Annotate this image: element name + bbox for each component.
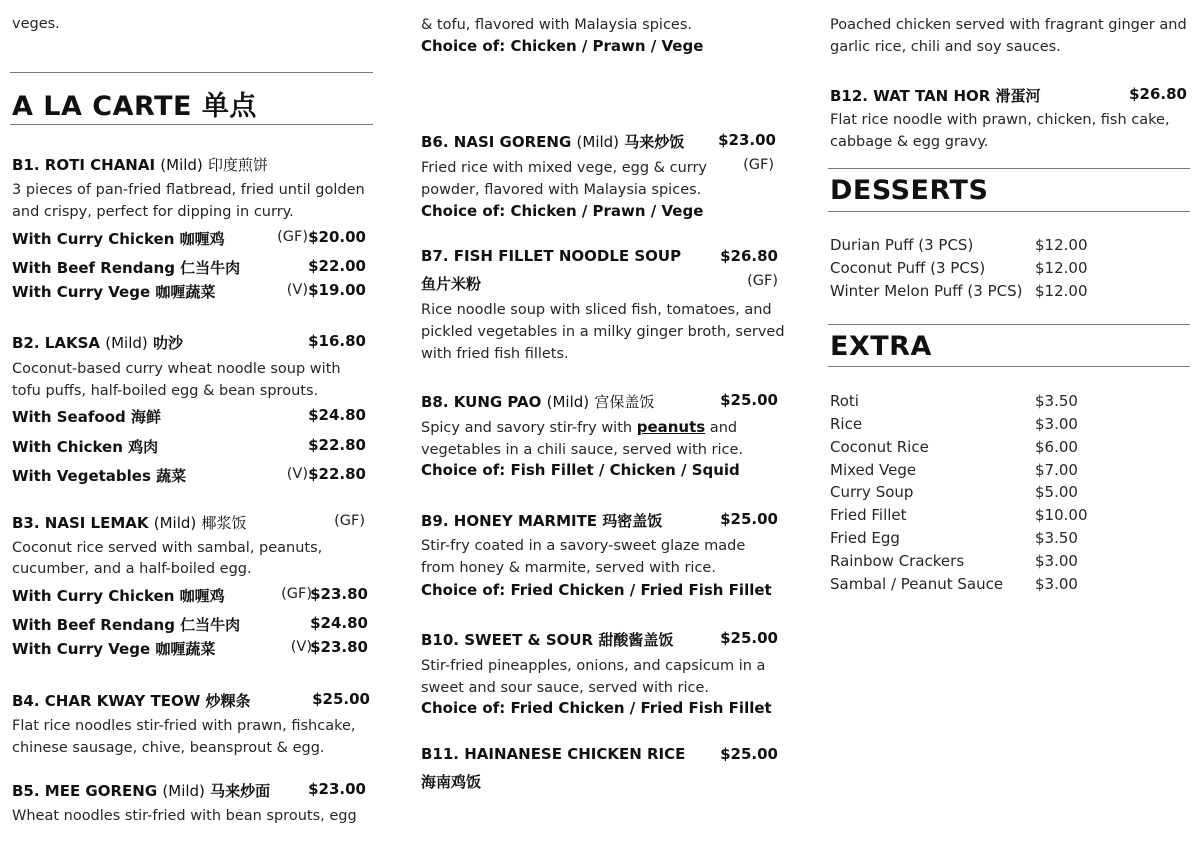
dessert-price: $12.00: [1035, 282, 1088, 300]
dietary-tag: (GF): [281, 586, 312, 602]
dietary-tag: (V): [290, 639, 312, 655]
extra-price: $10.00: [1035, 506, 1088, 524]
item-desc-b2: Coconut-based curry wheat noodle soup with: [12, 361, 341, 377]
dessert-name: Durian Puff (3 PCS): [830, 236, 974, 254]
item-price-b10: $25.00: [720, 629, 778, 647]
extra-name: Fried Fillet: [830, 506, 907, 524]
item-desc-b10: Stir-fried pineapples, onions, and capsicum in a: [421, 658, 766, 674]
item-desc-b6: powder, flavored with Malaysia spices.: [421, 182, 702, 198]
option-price: $22.00: [308, 257, 366, 275]
extra-price: $3.00: [1035, 575, 1078, 593]
item-choice: Choice of: Chicken / Prawn / Vege: [421, 202, 704, 220]
item-title-b2: B2. LAKSA (Mild) 叻沙: [12, 334, 183, 352]
item-desc-b1: 3 pieces of pan-fried flatbread, fried until golden: [12, 182, 365, 198]
extra-name: Mixed Vege: [830, 461, 917, 479]
extra-name: Sambal / Peanut Sauce: [830, 575, 1004, 593]
item-desc-b9: from honey & marmite, served with rice.: [421, 560, 716, 576]
item-price-b7: $26.80: [720, 247, 778, 265]
item-desc-b12: Flat rice noodle with prawn, chicken, fish cake,: [830, 112, 1170, 128]
divider: [828, 324, 1190, 325]
extra-price: $3.50: [1035, 392, 1078, 410]
item-choice: Choice of: Fish Fillet / Chicken / Squid: [421, 461, 740, 479]
item-desc-b3: Coconut rice served with sambal, peanuts,: [12, 540, 323, 556]
item-title-b6: B6. NASI GORENG (Mild) 马来炒饭: [421, 133, 685, 151]
item-price-b5: $23.00: [308, 780, 366, 798]
item-title-b9: B9. HONEY MARMITE 玛密盖饭: [421, 512, 663, 530]
dietary-tag: (V): [286, 282, 308, 298]
item-price-b4: $25.00: [312, 690, 370, 708]
item-title-cn-b7: 鱼片米粉: [421, 275, 482, 293]
option-price: $24.80: [308, 406, 366, 424]
divider: [10, 124, 373, 125]
allergen-keyword: peanuts: [636, 418, 706, 436]
option-label: With Beef Rendang 仁当牛肉: [12, 616, 241, 634]
option-label: With Curry Chicken 咖喱鸡: [12, 587, 225, 605]
dietary-tag: (GF): [747, 273, 778, 289]
extra-name: Rainbow Crackers: [830, 552, 965, 570]
item-title-b12: B12. WAT TAN HOR 滑蛋河: [830, 87, 1041, 105]
option-label: With Chicken 鸡肉: [12, 438, 159, 456]
option-label: With Curry Chicken 咖喱鸡: [12, 230, 225, 248]
dietary-tag: (GF): [334, 513, 365, 529]
item-price-b9: $25.00: [720, 510, 778, 528]
option-label: With Seafood 海鲜: [12, 408, 161, 426]
extra-name: Fried Egg: [830, 529, 900, 547]
item-choice: Choice of: Chicken / Prawn / Vege: [421, 37, 704, 55]
item-desc-b7: pickled vegetables in a milky ginger broth, served: [421, 324, 785, 340]
item-title-b1: B1. ROTI CHANAI (Mild) 印度煎饼: [12, 156, 269, 174]
item-price-b8: $25.00: [720, 391, 778, 409]
item-desc-b10: sweet and sour sauce, served with rice.: [421, 680, 709, 696]
item-desc-b5: Wheat noodles stir-fried with bean sprouts, egg: [12, 808, 357, 824]
item-price-b6: $23.00: [718, 131, 776, 149]
option-price: $22.80: [308, 436, 366, 454]
divider: [10, 72, 373, 73]
option-label: With Beef Rendang 仁当牛肉: [12, 259, 241, 277]
dietary-tag: (GF): [277, 229, 308, 245]
item-title-b5: B5. MEE GORENG (Mild) 马来炒面: [12, 782, 271, 800]
dessert-name: Winter Melon Puff (3 PCS): [830, 282, 1023, 300]
item-title-b10: B10. SWEET & SOUR 甜酸酱盖饭: [421, 631, 674, 649]
extra-name: Rice: [830, 415, 863, 433]
item-title-b4: B4. CHAR KWAY TEOW 炒粿条: [12, 692, 251, 710]
item-desc-b6: Fried rice with mixed vege, egg & curry: [421, 160, 708, 176]
extra-price: $3.50: [1035, 529, 1078, 547]
extra-name: Roti: [830, 392, 859, 410]
item-choice: Choice of: Fried Chicken / Fried Fish Fillet: [421, 581, 772, 599]
dietary-tag: (V): [286, 466, 308, 482]
item-title-cn-b11: 海南鸡饭: [421, 773, 482, 791]
item-desc-b4: Flat rice noodles stir-fried with prawn, fishcake,: [12, 718, 356, 734]
item-desc-b7: Rice noodle soup with sliced fish, tomatoes, and: [421, 302, 772, 318]
dessert-name: Coconut Puff (3 PCS): [830, 259, 986, 277]
item-title-b3: B3. NASI LEMAK (Mild) 椰浆饭: [12, 514, 247, 532]
extra-name: Curry Soup: [830, 483, 914, 501]
extra-price: $3.00: [1035, 552, 1078, 570]
item-desc-b2: tofu puffs, half-boiled egg & bean sprouts.: [12, 383, 319, 399]
option-price: $22.80: [308, 465, 366, 483]
divider: [828, 366, 1190, 367]
option-label: With Vegetables 蔬菜: [12, 467, 187, 485]
continued-text: & tofu, flavored with Malaysia spices.: [421, 17, 693, 33]
section-title-desserts: DESSERTS: [830, 175, 989, 206]
item-choice: Choice of: Fried Chicken / Fried Fish Fillet: [421, 699, 772, 717]
item-title-b7: B7. FISH FILLET NOODLE SOUP: [421, 247, 682, 265]
divider: [828, 211, 1190, 212]
item-price-b12: $26.80: [1129, 85, 1187, 103]
section-title-extra: EXTRA: [830, 331, 932, 362]
item-title-b11: B11. HAINANESE CHICKEN RICE: [421, 745, 686, 763]
item-desc-b1: and crispy, perfect for dipping in curry.: [12, 204, 294, 220]
item-price-b11: $25.00: [720, 745, 778, 763]
section-title-a-la-carte: A LA CARTE 单点: [12, 91, 257, 122]
item-price-b2: $16.80: [308, 332, 366, 350]
option-label: With Curry Vege 咖喱蔬菜: [12, 283, 216, 301]
extra-price: $3.00: [1035, 415, 1078, 433]
continued-text: veges.: [12, 16, 60, 32]
option-price: $23.80: [310, 585, 368, 603]
item-desc-b12: cabbage & egg gravy.: [830, 134, 989, 150]
extra-name: Coconut Rice: [830, 438, 929, 456]
extra-price: $6.00: [1035, 438, 1078, 456]
extra-price: $5.00: [1035, 483, 1078, 501]
item-desc-b7: with fried fish fillets.: [421, 346, 569, 362]
option-price: $23.80: [310, 638, 368, 656]
dietary-tag: (GF): [743, 157, 774, 173]
item-title-b8: B8. KUNG PAO (Mild) 宫保盖饭: [421, 393, 655, 411]
dessert-price: $12.00: [1035, 259, 1088, 277]
continued-text: garlic rice, chili and soy sauces.: [830, 39, 1061, 55]
dessert-price: $12.00: [1035, 236, 1088, 254]
item-desc-b9: Stir-fry coated in a savory-sweet glaze made: [421, 538, 746, 554]
option-price: $24.80: [310, 614, 368, 632]
divider: [828, 168, 1190, 169]
item-desc-b8: Spicy and savory stir-fry with peanuts and: [421, 418, 738, 436]
option-price: $20.00: [308, 228, 366, 246]
item-desc-b4: chinese sausage, chive, beansprout & egg.: [12, 740, 325, 756]
extra-price: $7.00: [1035, 461, 1078, 479]
continued-text: Poached chicken served with fragrant ginger and: [830, 17, 1187, 33]
option-label: With Curry Vege 咖喱蔬菜: [12, 640, 216, 658]
item-desc-b3: cucumber, and a half-boiled egg.: [12, 561, 252, 577]
option-price: $19.00: [308, 281, 366, 299]
item-desc-b8: vegetables in a chili sauce, served with rice.: [421, 442, 744, 458]
